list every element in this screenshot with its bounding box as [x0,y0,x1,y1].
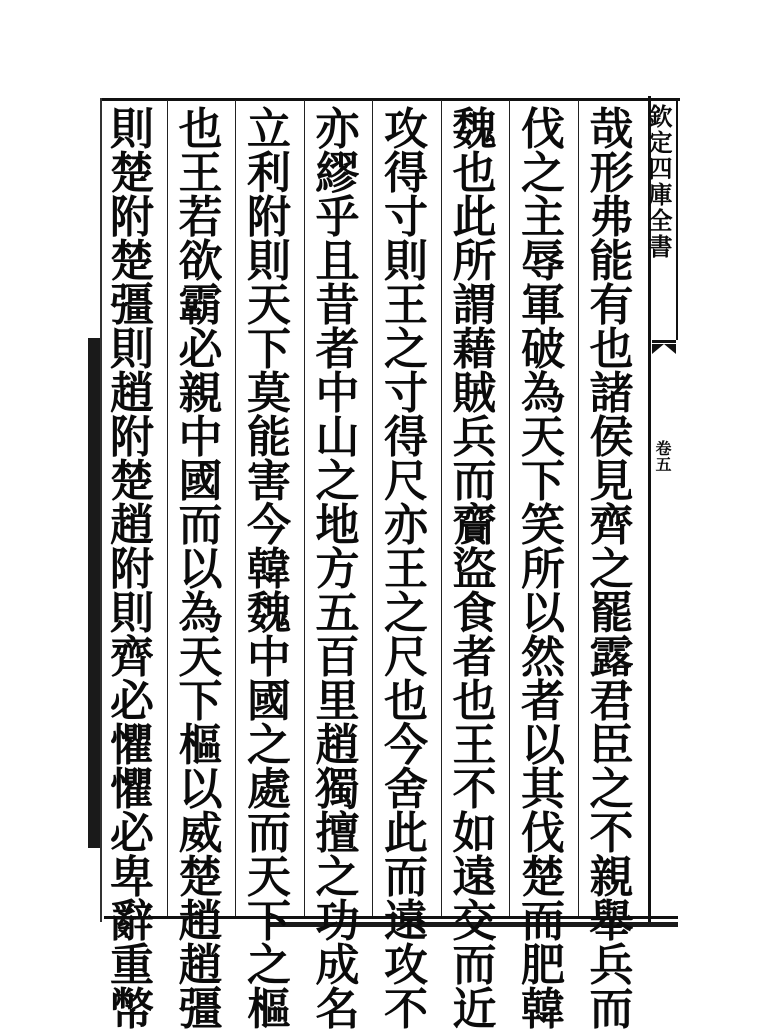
character: 五 [315,588,360,639]
character: 王 [384,544,428,595]
character: 今 [247,500,291,551]
character: 所 [521,544,565,595]
character: 樞 [247,984,291,1035]
character: 百 [315,632,360,683]
character: 天 [521,412,565,463]
character: 楚 [178,852,223,903]
character: 名 [315,984,360,1035]
character: 軍 [521,280,565,331]
character: 附 [110,412,154,463]
character: 哉 [589,104,634,155]
text-column [171,104,231,1035]
character: 幣 [110,984,154,1035]
character: 害 [247,456,291,507]
character: 而 [589,984,634,1035]
character: 食 [452,588,497,639]
character: 藉 [452,324,497,375]
character: 之 [247,720,291,771]
character: 國 [178,456,223,507]
character: 楚 [110,148,154,199]
character: 樞 [178,720,223,771]
character: 立 [247,104,291,155]
fish-tail-line [652,340,676,343]
character: 伐 [521,104,565,155]
character: 趙 [315,720,360,771]
character: 辭 [110,896,154,947]
character: 乎 [315,192,360,243]
outer-right-border [676,100,678,340]
character: 之 [315,852,360,903]
character: 也 [452,148,497,199]
character: 而 [521,896,565,947]
character: 寸 [384,192,428,243]
character: 盜 [452,544,497,595]
character: 見 [589,456,634,507]
character: 尺 [384,632,428,683]
top-border [100,98,680,101]
character: 有 [589,280,634,331]
book-title: 欽定四庫全書 [644,104,673,260]
character: 彊 [110,280,154,331]
character: 也 [589,324,634,375]
character: 寸 [384,368,428,419]
character: 也 [384,676,428,727]
character: 功 [315,896,360,947]
character: 天 [247,280,291,331]
character: 諸 [589,368,634,419]
column-divider [578,100,579,916]
character: 魏 [247,588,291,639]
column-divider [304,100,305,916]
character: 以 [178,764,223,815]
character: 下 [521,456,565,507]
text-column [445,104,505,1035]
character: 之 [384,324,428,375]
character: 且 [315,236,360,287]
character: 不 [589,808,634,859]
character: 為 [178,588,223,639]
character: 方 [315,544,360,595]
character: 也 [452,676,497,727]
text-column [308,104,368,1035]
character: 尺 [384,456,428,507]
character: 彊 [178,984,223,1035]
character: 如 [452,808,497,859]
text-column [582,104,642,1035]
character: 魏 [452,104,497,155]
character: 主 [521,192,565,243]
character: 亦 [384,500,428,551]
character: 今 [384,720,428,771]
character: 中 [315,368,360,419]
block-heart-margin [644,104,676,914]
character: 之 [589,544,634,595]
character: 君 [589,676,634,727]
character: 懼 [110,764,154,815]
character: 擅 [315,808,360,859]
character: 能 [247,412,291,463]
character: 下 [247,896,291,947]
text-column [102,104,162,1035]
volume-number: 卷五 [653,440,672,472]
character: 必 [178,324,223,375]
character: 侯 [589,412,634,463]
character: 附 [110,544,154,595]
character: 不 [452,764,497,815]
character: 而 [384,852,428,903]
character: 欲 [178,236,223,287]
character: 趙 [110,368,154,419]
character: 山 [315,412,360,463]
character: 之 [589,764,634,815]
character: 王 [178,148,223,199]
character: 威 [178,808,223,859]
character: 韓 [247,544,291,595]
character: 懼 [110,720,154,771]
character: 破 [521,324,565,375]
character: 以 [178,544,223,595]
character: 王 [452,720,497,771]
character: 以 [521,588,565,639]
character: 親 [589,852,634,903]
character: 辱 [521,236,565,287]
character: 下 [247,324,291,375]
column-divider [372,100,373,916]
binding-shadow [88,338,100,848]
character: 不 [384,984,428,1035]
character: 成 [315,940,360,991]
character: 舍 [384,764,428,815]
character: 之 [521,148,565,199]
character: 遠 [384,896,428,947]
character: 舉 [589,896,634,947]
character: 笑 [521,500,565,551]
character: 得 [384,148,428,199]
character: 者 [452,632,497,683]
character: 伐 [521,808,565,859]
character: 重 [110,940,154,991]
character: 親 [178,368,223,419]
character: 所 [452,236,497,287]
character: 交 [452,896,497,947]
character: 而 [452,456,497,507]
character: 露 [589,632,634,683]
character: 肥 [521,940,565,991]
character: 地 [315,500,360,551]
text-column [513,104,573,1035]
text-column [376,104,436,1035]
character: 楚 [521,852,565,903]
column-divider [509,100,510,916]
character: 天 [178,632,223,683]
character: 必 [110,676,154,727]
character: 形 [589,148,634,199]
character: 齊 [110,632,154,683]
character: 利 [247,148,291,199]
character: 霸 [178,280,223,331]
character: 處 [247,764,291,815]
character: 而 [452,940,497,991]
character: 兵 [589,940,634,991]
character: 然 [521,632,565,683]
character: 此 [384,808,428,859]
character: 者 [521,676,565,727]
character: 中 [178,412,223,463]
character: 為 [521,368,565,419]
character: 而 [247,808,291,859]
column-divider [235,100,236,916]
character: 附 [110,192,154,243]
character: 則 [110,104,154,155]
character: 獨 [315,764,360,815]
text-column [239,104,299,1035]
character: 附 [247,192,291,243]
character: 齊 [589,500,634,551]
character: 弗 [589,192,634,243]
character: 之 [384,588,428,639]
character: 之 [315,456,360,507]
character: 齎 [452,500,497,551]
character: 以 [521,720,565,771]
character: 莫 [247,368,291,419]
character: 兵 [452,412,497,463]
character: 之 [247,940,291,991]
column-divider [167,100,168,916]
character: 則 [384,236,428,287]
character: 則 [247,236,291,287]
character: 者 [315,324,360,375]
character: 其 [521,764,565,815]
character: 此 [452,192,497,243]
character: 楚 [110,456,154,507]
character: 國 [247,676,291,727]
character: 近 [452,984,497,1035]
character: 而 [178,500,223,551]
column-divider [441,100,442,916]
character: 亦 [315,104,360,155]
character: 楚 [110,236,154,287]
character: 攻 [384,104,428,155]
character: 韓 [521,984,565,1035]
character: 臣 [589,720,634,771]
character: 則 [110,324,154,375]
character: 遠 [452,852,497,903]
character: 若 [178,192,223,243]
character: 趙 [178,896,223,947]
character: 中 [247,632,291,683]
character: 趙 [178,940,223,991]
character: 王 [384,280,428,331]
character: 趙 [110,500,154,551]
character: 謂 [452,280,497,331]
character: 天 [247,852,291,903]
character: 罷 [589,588,634,639]
character: 繆 [315,148,360,199]
character: 下 [178,676,223,727]
character: 里 [315,676,360,727]
character: 卑 [110,852,154,903]
character: 昔 [315,280,360,331]
character: 能 [589,236,634,287]
character: 得 [384,412,428,463]
fish-tail-mark [652,344,676,354]
character: 必 [110,808,154,859]
character: 則 [110,588,154,639]
character: 賊 [452,368,497,419]
character: 也 [178,104,223,155]
character: 攻 [384,940,428,991]
